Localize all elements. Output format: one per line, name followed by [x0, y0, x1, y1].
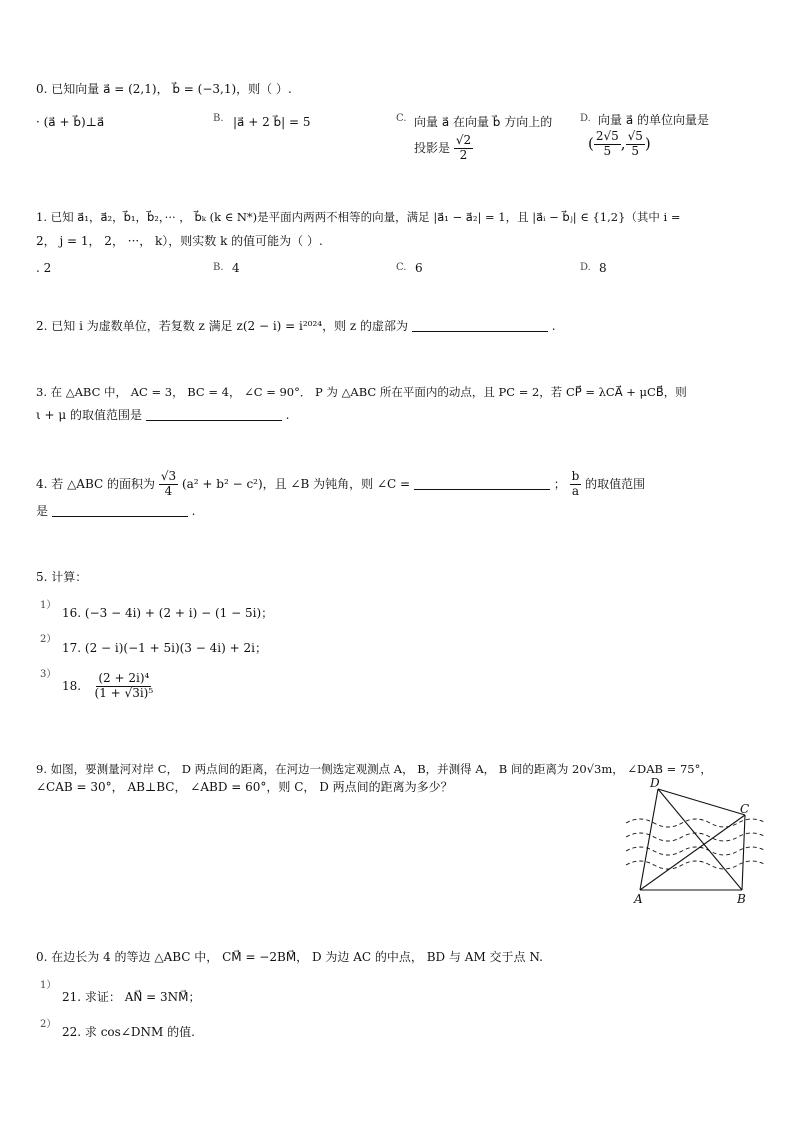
- fraction-denominator: 4: [164, 483, 173, 498]
- q14-period: .: [191, 504, 196, 518]
- q20-stem: 0. 在边长为 4 的等边 △ABC 中， CM⃗ = −2BM⃗， D 为边 AC 的中点， BD 与 AM 交于点 N.: [36, 950, 543, 964]
- q14-semicolon: ；: [553, 476, 566, 491]
- q10-option-c-label: C.: [396, 113, 407, 124]
- point-label-a: A: [634, 892, 643, 905]
- q20-part-tag: 1）: [40, 980, 57, 991]
- q11-option-c-label: C.: [396, 262, 407, 273]
- q20-part-2: 22. 求 cos∠DNM 的值.: [62, 1025, 195, 1039]
- fraction-numerator: (2 + 2i)⁴: [98, 671, 150, 685]
- segment-bd: [658, 789, 742, 890]
- q13-range-text: ι + μ 的取值范围是: [36, 408, 143, 422]
- q11-option-c[interactable]: 6: [415, 261, 423, 275]
- q11-option-d[interactable]: 8: [599, 261, 607, 275]
- point-label-b: B: [737, 892, 746, 905]
- q11-option-d-label: D.: [580, 262, 591, 273]
- fraction-numerator: √2: [455, 133, 472, 147]
- segment-cd: [658, 789, 745, 815]
- point-label-c: C: [740, 802, 750, 816]
- fraction-denominator: (1 + √3i)⁵: [94, 685, 154, 700]
- q10-option-d-fraction-2: [626, 130, 645, 159]
- q20-part-tag: 2）: [40, 1019, 57, 1030]
- segment-da: [640, 789, 658, 890]
- fraction-denominator: 2: [459, 147, 468, 162]
- q15-part-3: [62, 672, 155, 701]
- segment-ac: [640, 815, 745, 890]
- point-label-d: D: [650, 776, 660, 790]
- river-diagram: [620, 775, 770, 905]
- fraction-numerator: 2√5: [595, 129, 619, 143]
- q15-part-1: 16. (−3 − 4i) + (2 + i) − (1 − 5i)；: [62, 606, 274, 620]
- q12-text: 2. 已知 i 为虚数单位，若复数 z 满足 z(2 − i) = i²⁰²⁴，则 z 的虚部为: [36, 319, 409, 333]
- q13-stem-line2: [36, 408, 290, 423]
- q14-stem-line1: [36, 470, 645, 499]
- q10-option-a[interactable]: · (a⃗ + b⃗)⊥a⃗: [36, 115, 105, 129]
- q14-mid: (a² + b² − c²)，且 ∠B 为钝角，则 ∠C =: [181, 476, 411, 491]
- q12-stem: [36, 319, 556, 334]
- q15-part-3-number: 18.: [62, 678, 82, 693]
- fraction-denominator: a: [571, 483, 580, 498]
- fraction-numerator: √3: [160, 469, 177, 483]
- q10-option-c-projection-text: 投影是: [414, 140, 451, 155]
- q14-area-fraction: [159, 470, 178, 499]
- fraction-numerator: b: [571, 469, 580, 483]
- q15-part-tag: 3）: [40, 669, 57, 680]
- q10-option-c-line1[interactable]: 向量 a⃗ 在向量 b⃗ 方向上的: [414, 115, 553, 129]
- q10-option-d-fraction-1: [594, 130, 621, 159]
- q10-option-b-label: B.: [213, 113, 224, 124]
- q11-option-b-label: B.: [213, 262, 224, 273]
- fraction-denominator: 5: [631, 143, 640, 158]
- q10-option-b[interactable]: |a⃗ + 2 b⃗| = 5: [233, 115, 311, 129]
- q12-answer-blank[interactable]: [412, 319, 548, 332]
- q15-part-tag: 1）: [40, 600, 57, 611]
- q15-part-2: 17. (2 − i)(−1 + 5i)(3 − 4i) + 2i；: [62, 641, 267, 655]
- q11-option-b[interactable]: 4: [232, 261, 240, 275]
- q14-stem-line2: [36, 504, 196, 519]
- q14-tail: 的取值范围: [585, 476, 646, 491]
- q10-option-c-line2: [414, 134, 473, 163]
- q11-stem-line2: 2， j = 1， 2， ···， k），则实数 k 的值可能为（ ）.: [36, 234, 323, 248]
- q13-period: .: [285, 408, 290, 422]
- q14-line2-prefix: 是: [36, 504, 49, 518]
- q14-lead: 4. 若 △ABC 的面积为: [36, 476, 156, 491]
- q13-stem-line1: 3. 在 △ABC 中， AC = 3， BC = 4， ∠C = 90°． P 为 △ABC 所在平面内的动点，且 PC = 2，若 CP⃗ = λCA⃗ + μCB⃗，则: [36, 385, 687, 399]
- q15-part-3-fraction: [93, 672, 156, 701]
- q19-stem-line2: ∠CAB = 30°， AB⊥BC， ∠ABD = 60°，则 C， D 两点间的距离为多少？: [36, 780, 453, 794]
- fraction-denominator: 5: [603, 143, 612, 158]
- q14-ratio-fraction: [570, 470, 582, 499]
- q14-angle-answer-blank[interactable]: [414, 477, 550, 490]
- q15-title: 5. 计算：: [36, 570, 88, 584]
- quadrilateral-lines: [640, 789, 745, 890]
- q10-option-d-vector: ( $\frac{2√5}{5}$ , $\frac{√5}{5}$ ): [588, 129, 651, 158]
- fraction-numerator: √5: [627, 129, 643, 143]
- q11-option-a[interactable]: . 2: [36, 261, 52, 275]
- q10-option-d-label: D.: [580, 113, 591, 124]
- segment-bc: [742, 815, 745, 890]
- q13-answer-blank[interactable]: [146, 408, 282, 421]
- q20-part-1: 21. 求证： AN⃗ = 3NM⃗；: [62, 990, 201, 1004]
- q14-range-answer-blank[interactable]: [52, 504, 188, 517]
- q12-period: .: [551, 319, 556, 333]
- q11-stem-line1: 1. 已知 a⃗₁，a⃗₂，b⃗₁，b⃗₂，··· ， b⃗ₖ (k ∈ N*)是平面内两两不相等的向量，满足 |a⃗₁ − a⃗₂| = 1，且 |a⃗ᵢ − b⃗ⱼ| ∈ {1,2}（其中 i =: [36, 210, 681, 224]
- q15-part-tag: 2）: [40, 634, 57, 645]
- q10-stem: 0. 已知向量 a⃗ = (2,1)， b⃗ = (−3,1)，则（ ）.: [36, 82, 292, 96]
- q10-option-c-fraction: [454, 134, 473, 163]
- q10-option-d-line1[interactable]: 向量 a⃗ 的单位向量是: [598, 113, 709, 127]
- q19-stem-line1: 9. 如图，要测量河对岸 C， D 两点间的距离，在河边一侧选定观测点 A， B，并测得 A， B 间的距离为 20√3m， ∠DAB = 75°，: [36, 762, 712, 776]
